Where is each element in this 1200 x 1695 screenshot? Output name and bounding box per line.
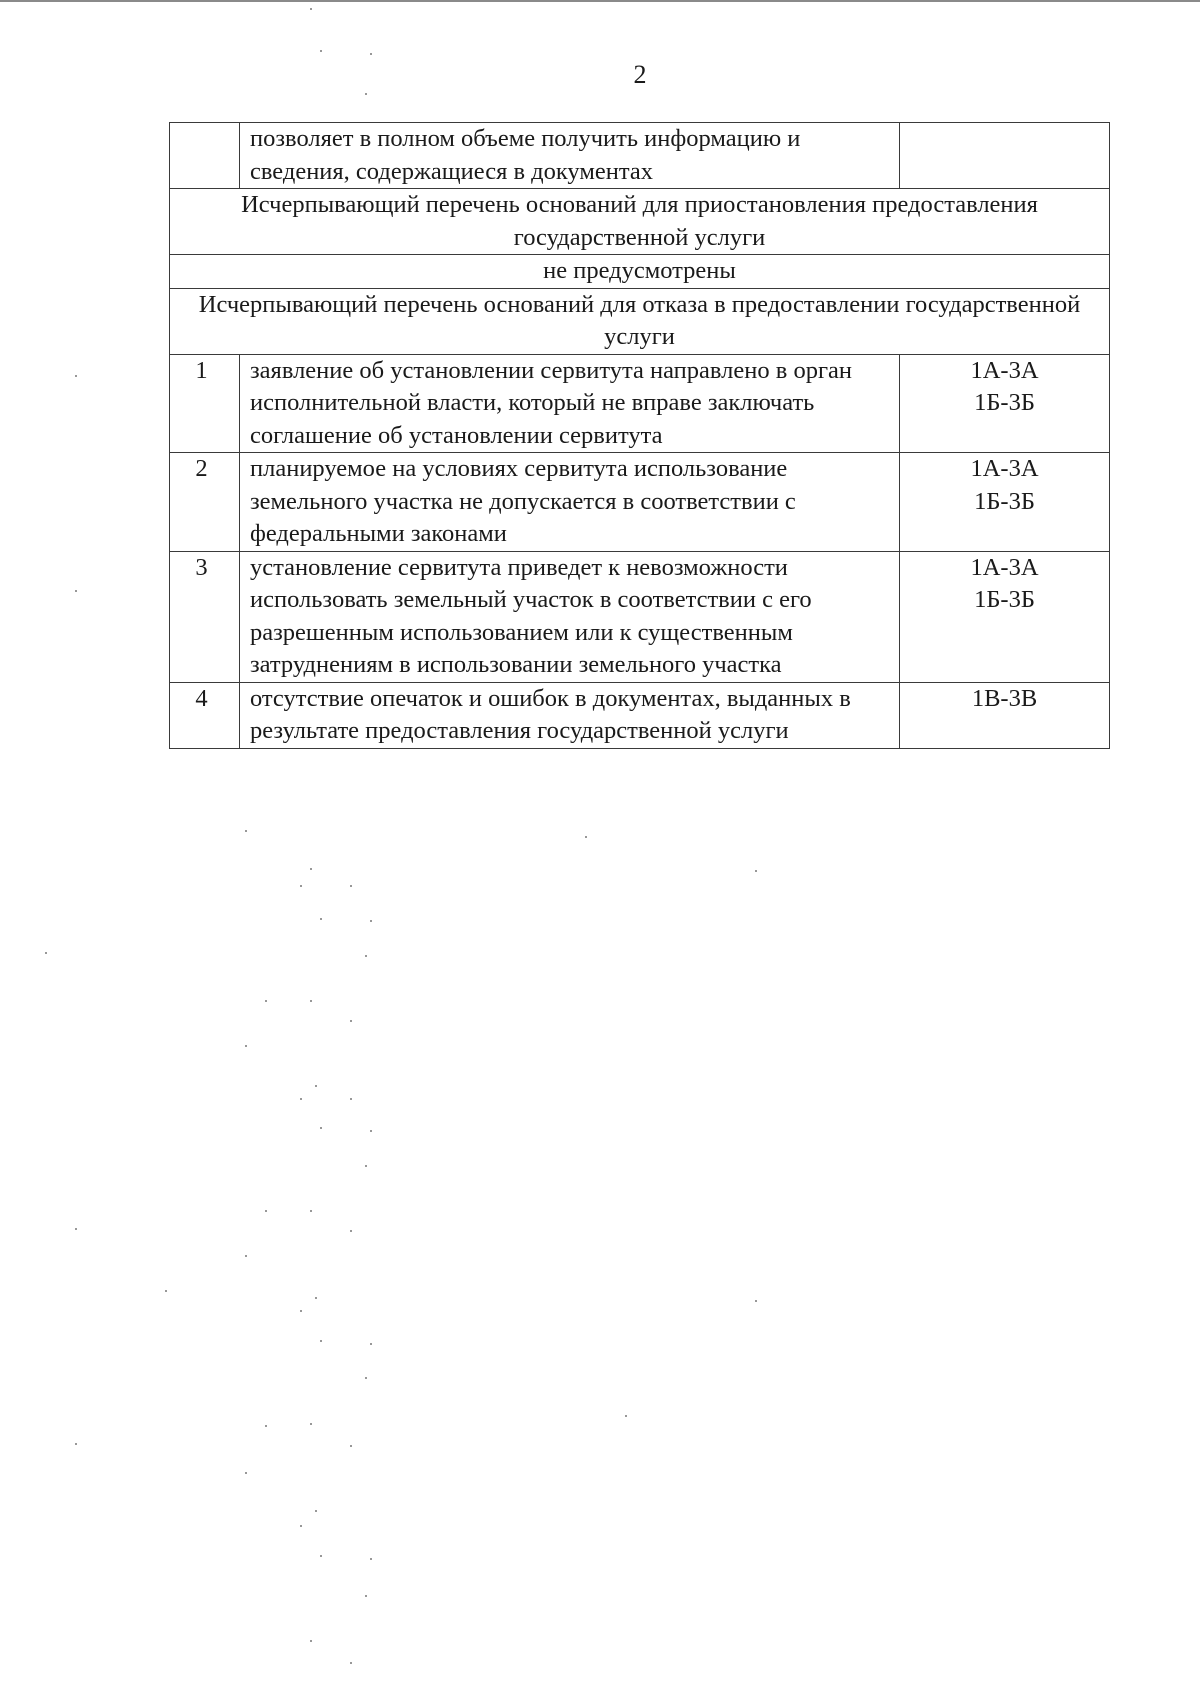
scan-speck <box>350 1098 352 1100</box>
scan-speck <box>75 1228 77 1230</box>
refusal-heading: Исчерпывающий перечень оснований для отказа в предоставлении государственной услуги <box>170 288 1110 354</box>
scan-speck <box>370 1558 372 1560</box>
scan-speck <box>320 1127 322 1129</box>
row-text-cell <box>240 123 900 189</box>
row-text: планируемое на условиях сервитута использование земельного участка не допускается в соответствии с федеральными законами <box>250 455 796 547</box>
row-text-cell <box>240 682 900 748</box>
section-heading-row <box>170 189 1110 255</box>
row-text-cell <box>240 551 900 682</box>
section-heading-row <box>170 288 1110 354</box>
section-value-row <box>170 255 1110 289</box>
scan-speck <box>75 1443 77 1445</box>
scan-speck <box>370 920 372 922</box>
grounds-table <box>169 122 1110 749</box>
row-number-cell: 1 <box>170 354 240 453</box>
scan-speck <box>370 53 372 55</box>
table-row <box>170 123 1110 189</box>
scan-speck <box>320 50 322 52</box>
scan-speck <box>300 1525 302 1527</box>
row-text-cell <box>240 354 900 453</box>
scan-speck <box>300 885 302 887</box>
row-text: отсутствие опечаток и ошибок в документах, выданных в результате предоставления государственной услуги <box>250 684 851 744</box>
row-text: установление сервитута приведет к невозможности использовать земельный участок в соответствии с его разрешенным использованием или к существенным затруднениям в использовании земельного участка <box>250 553 812 678</box>
row-code: 1Б-3Б <box>974 487 1035 515</box>
scan-speck <box>265 1425 267 1427</box>
row-code: 1А-3А <box>970 553 1039 581</box>
row-code-cell <box>900 682 1110 748</box>
scan-speck <box>350 885 352 887</box>
scan-speck <box>245 830 247 832</box>
suspension-heading: Исчерпывающий перечень оснований для приостановления предоставления государственной услуги <box>170 189 1110 255</box>
scan-speck <box>320 918 322 920</box>
scan-speck <box>365 1595 367 1597</box>
table-row <box>170 354 1110 453</box>
row-code-cell <box>900 453 1110 552</box>
table-row <box>170 551 1110 682</box>
scan-speck <box>365 1377 367 1379</box>
row-number-cell <box>170 123 240 189</box>
scan-speck <box>75 590 77 592</box>
row-code-cell <box>900 123 1110 189</box>
scan-speck <box>320 1340 322 1342</box>
scan-speck <box>350 1230 352 1232</box>
page-top-border <box>0 0 1200 2</box>
scan-speck <box>755 870 757 872</box>
scan-speck <box>585 836 587 838</box>
scan-speck <box>320 1555 322 1557</box>
scan-speck <box>245 1255 247 1257</box>
scan-speck <box>625 1415 627 1417</box>
scan-speck <box>365 955 367 957</box>
scan-speck <box>165 1290 167 1292</box>
table-row <box>170 682 1110 748</box>
scan-speck <box>45 952 47 954</box>
row-code-cell <box>900 354 1110 453</box>
row-text: заявление об установлении сервитута направлено в орган исполнительной власти, который не вправе заключать соглашение об установлении сервитута <box>250 356 852 449</box>
scan-speck <box>75 375 77 377</box>
row-number-cell: 3 <box>170 551 240 682</box>
suspension-value: не предусмотрены <box>170 255 1110 289</box>
scan-speck <box>245 1472 247 1474</box>
scan-speck <box>315 1085 317 1087</box>
scan-speck <box>310 1000 312 1002</box>
scan-speck <box>310 8 312 10</box>
page-number: 2 <box>633 60 647 89</box>
table-row <box>170 453 1110 552</box>
scan-speck <box>300 1098 302 1100</box>
scan-speck <box>315 1510 317 1512</box>
row-number-cell: 4 <box>170 682 240 748</box>
scan-speck <box>245 1045 247 1047</box>
row-text-cell <box>240 453 900 552</box>
scan-speck <box>315 1297 317 1299</box>
scan-speck <box>310 1640 312 1642</box>
scan-speck <box>310 1210 312 1212</box>
scan-speck <box>300 1310 302 1312</box>
scan-speck <box>265 1000 267 1002</box>
scan-speck <box>350 1445 352 1447</box>
scan-speck <box>310 1423 312 1425</box>
scan-speck <box>310 868 312 870</box>
scan-speck <box>365 93 367 95</box>
row-code: 1В-3В <box>971 684 1038 712</box>
row-code: 1Б-3Б <box>974 586 1035 613</box>
row-text: позволяет в полном объеме получить информацию и сведения, содержащиеся в документах <box>250 125 801 185</box>
scan-speck <box>265 1210 267 1212</box>
row-number-cell: 2 <box>170 453 240 552</box>
scan-speck <box>370 1343 372 1345</box>
row-code: 1Б-3Б <box>974 389 1035 416</box>
row-code: 1А-3А <box>970 455 1039 482</box>
row-code-cell <box>900 551 1110 682</box>
scan-speck <box>365 1165 367 1167</box>
row-code: 1А-3А <box>970 356 1039 384</box>
scan-speck <box>755 1300 757 1302</box>
scan-speck <box>370 1130 372 1132</box>
scan-speck <box>350 1662 352 1664</box>
scan-speck <box>350 1020 352 1022</box>
